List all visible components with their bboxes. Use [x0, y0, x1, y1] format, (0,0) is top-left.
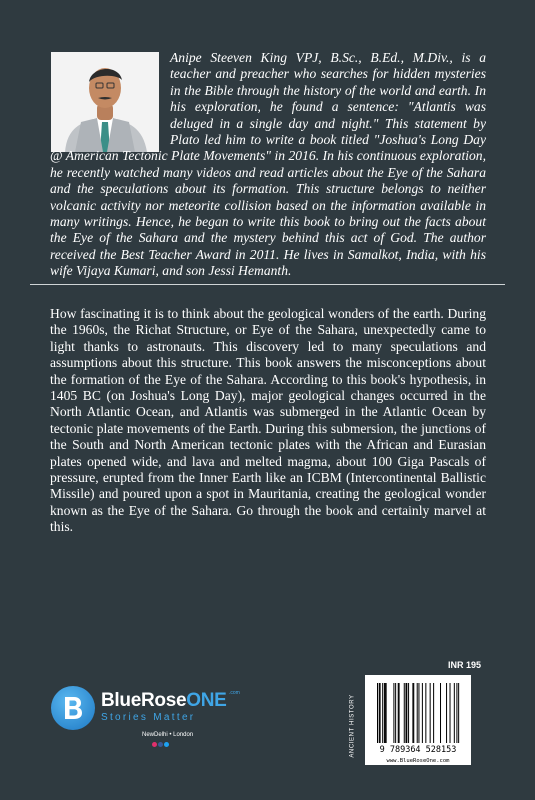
publisher-logo [51, 686, 241, 756]
publisher-emblem-icon [51, 686, 95, 730]
author-bio [50, 50, 486, 280]
publisher-name-part1: BlueRose [101, 690, 187, 711]
publisher-name [101, 690, 227, 712]
publisher-url: www.BlueRoseOne.com [386, 758, 450, 764]
facebook-icon [158, 742, 163, 747]
section-divider [30, 284, 505, 285]
category-label [346, 685, 360, 767]
isbn-digits: 9 789364 528153 [379, 745, 457, 755]
twitter-icon [164, 742, 169, 747]
photo-wrap-spacer [50, 50, 170, 148]
publisher-b-glyph [61, 695, 85, 721]
publisher-dotcom: .com [229, 690, 240, 696]
category-text: ANCIENT HISTORY [350, 694, 357, 758]
instagram-icon [152, 742, 157, 747]
book-synopsis: How fascinating it is to think about the geological wonders of the earth. During the 1960s, the Richat Structure, or Eye of the Sahara, unexpectedly came to light thanks to astronauts. This discovery led to many speculations and assumptions about this structure. This book answers the misconceptions about the formation of the Eye of the Sahara. According to this book's hypothesis, in 1405 BC (on Joshua's Long Day), major geological changes occurred in the North Atlantic Ocean, and Atlantis was submerged in the Atlantic Ocean by tectonic plate movements of the Earth. During this submersion, the junctions of the South and North American tectonic plates with the African and Eurasian plates opened wide, and lava and melted magma, about 100 Giga Pascals of pressure, erupted from the Inner Earth like an ICBM (Intercontinental Ballistic Missile) and poured upon a spot in Mauritania, creating the geological wonder known as the Eye of the Sahara. Go through the book and certainly marvel at this. [50, 306, 486, 535]
publisher-cities: NewDelhi • London [142, 732, 194, 738]
publisher-name-part2: ONE [186, 690, 227, 711]
publisher-social-icons [152, 742, 169, 747]
price-label: INR 195 [448, 660, 482, 670]
author-bio-text: Anipe Steeven King VPJ, B.Sc., B.Ed., M.Div., is a teacher and preacher who searches for hidden mysteries in the Bible through the history of the world and earth. In his exploration, he found a sentence: "Atlantis was deluged in a single day and night." This statement by Plato led him to write a book titled "Joshua's Long Day @ American Tectonic Plate Movements" in 2016. In his continuous exploration, he recently watched many videos and read articles about the Eye of the Sahara and the speculations about its formation. This structure belongs to neither volcanic activity nor meteorite collision based on the information available in many writings. Hence, he began to write this book to bring out the facts about the Eye of the Sahara and the mystery behind this act of God. The author received the Best Teacher Award in 2011. He lives in Samalkot, India, with his wife Vijaya Kumari, and son Jessi Hemanth. [50, 50, 486, 279]
publisher-tagline: Stories Matter [101, 712, 196, 723]
barcode-graphic [369, 679, 467, 757]
isbn-barcode [365, 675, 471, 765]
